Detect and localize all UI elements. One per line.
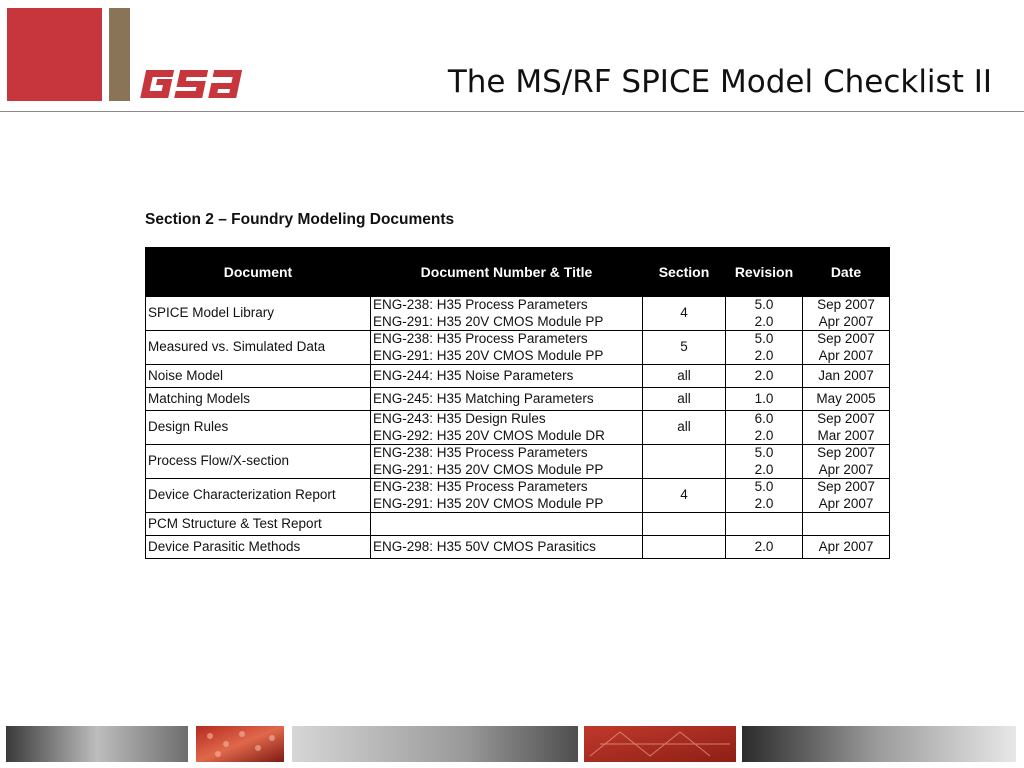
cell-line: Jan 2007: [818, 367, 874, 383]
cell-line: Apr 2007: [818, 461, 874, 477]
cell-line: ENG-238: H35 Process Parameters: [373, 331, 588, 346]
cell-line: Sep 2007: [817, 445, 875, 460]
cell-document-number-title: [371, 331, 643, 365]
cell-date: [803, 536, 890, 559]
section-heading: Section 2 – Foundry Modeling Documents: [145, 211, 455, 228]
cell-line: Apr 2007: [818, 538, 874, 554]
cell-line: Sep 2007: [817, 479, 875, 494]
header-document: Document: [146, 248, 371, 297]
cell-date: [803, 479, 890, 513]
logo-brown-bar: [109, 8, 130, 101]
cell-line: Apr 2007: [818, 347, 874, 363]
footer-image-strip: [0, 726, 1024, 762]
header-divider: [0, 111, 1024, 112]
cell-section: 4: [643, 297, 726, 331]
table-row: [146, 445, 890, 479]
cell-document-number-title: [371, 513, 643, 536]
cell-date: [803, 411, 890, 445]
cell-line: ENG-245: H35 Matching Parameters: [373, 390, 594, 406]
cell-line: ENG-291: H35 20V CMOS Module PP: [373, 347, 604, 363]
cell-revision: [726, 365, 803, 388]
cell-date: [803, 513, 890, 536]
table-row: [146, 388, 890, 411]
header-date: Date: [803, 248, 890, 297]
cell-revision: [726, 536, 803, 559]
cell-section: all: [643, 365, 726, 388]
table-row: [146, 411, 890, 445]
cell-section: all: [643, 411, 726, 445]
header-document-number-title: Document Number & Title: [371, 248, 643, 297]
cell-revision: [726, 297, 803, 331]
cell-date: [803, 445, 890, 479]
cell-document: SPICE Model Library: [146, 297, 371, 331]
cell-line: ENG-291: H35 20V CMOS Module PP: [373, 461, 604, 477]
cell-date: [803, 388, 890, 411]
cell-document: Process Flow/X-section: [146, 445, 371, 479]
cell-line: 2.0: [754, 367, 774, 383]
cell-line: 5.0: [754, 479, 774, 494]
cell-section: [643, 513, 726, 536]
cell-document-number-title: [371, 536, 643, 559]
cell-line: ENG-238: H35 Process Parameters: [373, 479, 588, 494]
cell-line: ENG-291: H35 20V CMOS Module PP: [373, 313, 604, 329]
cell-document-number-title: [371, 297, 643, 331]
cell-line: ENG-238: H35 Process Parameters: [373, 297, 588, 312]
table-row: [146, 297, 890, 331]
cell-document: PCM Structure & Test Report: [146, 513, 371, 536]
cell-date: [803, 297, 890, 331]
cell-line: 2.0: [754, 495, 774, 511]
cell-date: [803, 365, 890, 388]
cell-line: 2.0: [754, 461, 774, 477]
table-row: [146, 331, 890, 365]
cell-section: 4: [643, 479, 726, 513]
cell-section: [643, 536, 726, 559]
cell-line: 2.0: [754, 427, 774, 443]
cell-line: May 2005: [816, 390, 876, 406]
cell-document-number-title: [371, 388, 643, 411]
foundry-documents-table: [145, 247, 890, 559]
cell-section: all: [643, 388, 726, 411]
table-row: [146, 536, 890, 559]
cell-line: 6.0: [754, 411, 774, 426]
cell-revision: [726, 479, 803, 513]
cell-document-number-title: [371, 445, 643, 479]
slide-title: The MS/RF SPICE Model Checklist II: [447, 64, 992, 100]
table-row: [146, 365, 890, 388]
cell-line: Apr 2007: [818, 495, 874, 511]
cell-line: ENG-292: H35 20V CMOS Module DR: [373, 427, 605, 443]
cell-section: 5: [643, 331, 726, 365]
table-row: [146, 479, 890, 513]
cell-line: 5.0: [754, 445, 774, 460]
cell-document: Noise Model: [146, 365, 371, 388]
cell-document: Matching Models: [146, 388, 371, 411]
cell-document-number-title: [371, 411, 643, 445]
cell-line: ENG-298: H35 50V CMOS Parasitics: [373, 538, 596, 554]
table-row: [146, 513, 890, 536]
cell-document: Measured vs. Simulated Data: [146, 331, 371, 365]
cell-document: Device Parasitic Methods: [146, 536, 371, 559]
cell-line: 5.0: [754, 297, 774, 312]
cell-section: [643, 445, 726, 479]
cell-line: Sep 2007: [817, 411, 875, 426]
cell-line: Sep 2007: [817, 297, 875, 312]
header-revision: Revision: [726, 248, 803, 297]
cell-revision: [726, 331, 803, 365]
table-header-row: [146, 248, 890, 297]
cell-line: 2.0: [754, 313, 774, 329]
cell-document: Device Characterization Report: [146, 479, 371, 513]
table-body: [146, 297, 890, 559]
cell-line: ENG-243: H35 Design Rules: [373, 411, 546, 426]
cell-revision: [726, 445, 803, 479]
cell-document-number-title: [371, 479, 643, 513]
header-section: Section: [643, 248, 726, 297]
cell-line: Apr 2007: [818, 313, 874, 329]
cell-document: Design Rules: [146, 411, 371, 445]
gsa-logo: [139, 66, 243, 102]
cell-revision: [726, 411, 803, 445]
logo-red-block: [7, 8, 102, 101]
cell-revision: [726, 513, 803, 536]
cell-line: 1.0: [754, 390, 774, 406]
cell-line: ENG-238: H35 Process Parameters: [373, 445, 588, 460]
cell-line: 2.0: [754, 347, 774, 363]
cell-date: [803, 331, 890, 365]
cell-line: Sep 2007: [817, 331, 875, 346]
cell-line: 5.0: [754, 331, 774, 346]
cell-line: ENG-291: H35 20V CMOS Module PP: [373, 495, 604, 511]
cell-line: Mar 2007: [817, 427, 875, 443]
cell-revision: [726, 388, 803, 411]
cell-line: 2.0: [754, 538, 774, 554]
cell-document-number-title: [371, 365, 643, 388]
cell-line: ENG-244: H35 Noise Parameters: [373, 367, 574, 383]
